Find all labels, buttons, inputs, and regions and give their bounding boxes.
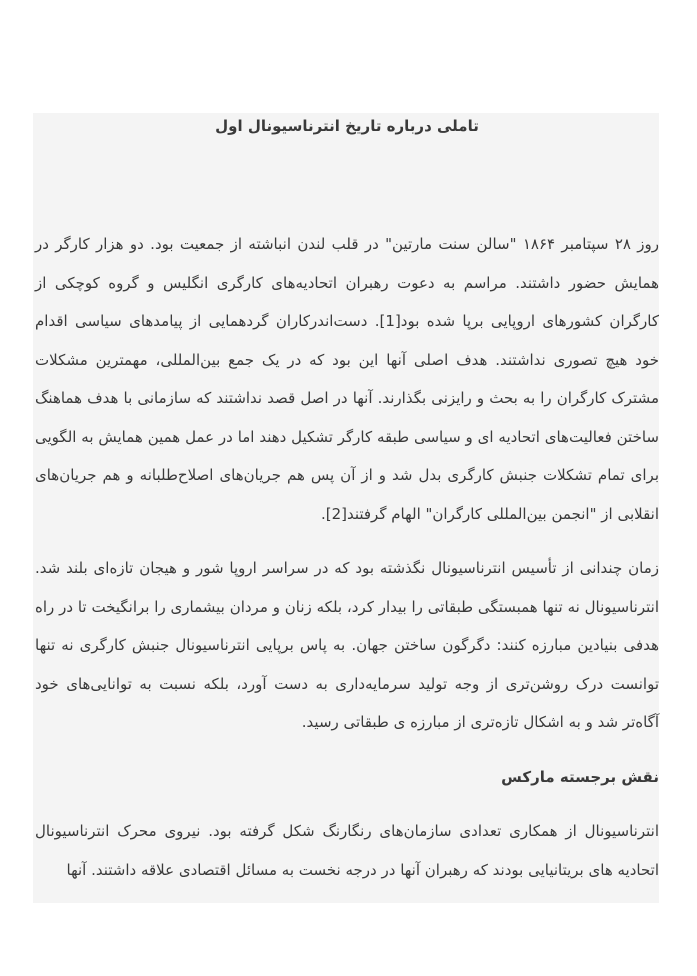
section-heading: نقش برجسته مارکس [501, 767, 659, 786]
paragraph-2: زمان چندانی از تأسیس انترناسیونال نگذشته بود که در سراسر اروپا شور و هیجان تازه‌ای بلند شد. انترناسیونال نه تنها همبستگی طبقاتی را بیدار کرد، بلکه زنان و مردان بیشماری را برانگیخت تا در راه هدفی بنیادین مبارزه کنند: دگرگون ساختن جهان. به پاس برپایی انترناسیونال جنبش کارگری نه تنها توانست درک روشن‌تری از وجه تولید سرمایه‌داری به دست آورد، بلکه نسبت به توانایی‌های خود آگاه‌تر شد و به اشکال تازه‌تری از مبارزه ی طبقاتی رسید. [35, 559, 659, 731]
document-content [35, 113, 659, 905]
paragraph-3: انترناسیونال از همکاری تعدادی سازمان‌های رنگارنگ شکل گرفته بود. نیروی محرک انترناسیونال اتحادیه های بریتانیایی بودند که رهبران آنها در درجه نخست به مسائل اقتصادی علاقه داشتند. آنها [35, 822, 659, 879]
title-spacer [35, 139, 659, 225]
document-title: تاملی درباره تاریخ انترناسیونال اول [215, 117, 479, 135]
paragraph-1: روز ۲۸ سپتامبر ۱۸۶۴ "سالن سنت مارتین" در قلب لندن انباشته از جمعیت بود. دو هزار کارگر در همایش حضور داشتند. مراسم به دعوت رهبران اتحادیه‌های کارگری انگلیس و گروه کوچکی از کارگران کشورهای اروپایی برپا شده بود[1]. دست‌اندرکاران گردهمایی از پیامدهای سیاسی اقدام خود هیچ تصوری نداشتند. هدف اصلی آنها این بود که در یک جمع بین‌المللی، مهمترین مشکلات مشترک کارگران را به بحث و رایزنی بگذارند. آنها در اصل قصد نداشتند که سازمانی با هدف هماهنگ ساختن فعالیت‌های اتحادیه ای و سیاسی طبقه کارگر تشکیل دهند اما در عمل همین همایش به الگویی برای تمام تشکلات جنبش کارگری بدل شد و از آن پس هم جریان‌های اصلاح‌طلبانه و هم جریان‌های انقلابی از "انجمن بین‌المللی کارگران" الهام گرفتند[2]. [35, 235, 660, 523]
